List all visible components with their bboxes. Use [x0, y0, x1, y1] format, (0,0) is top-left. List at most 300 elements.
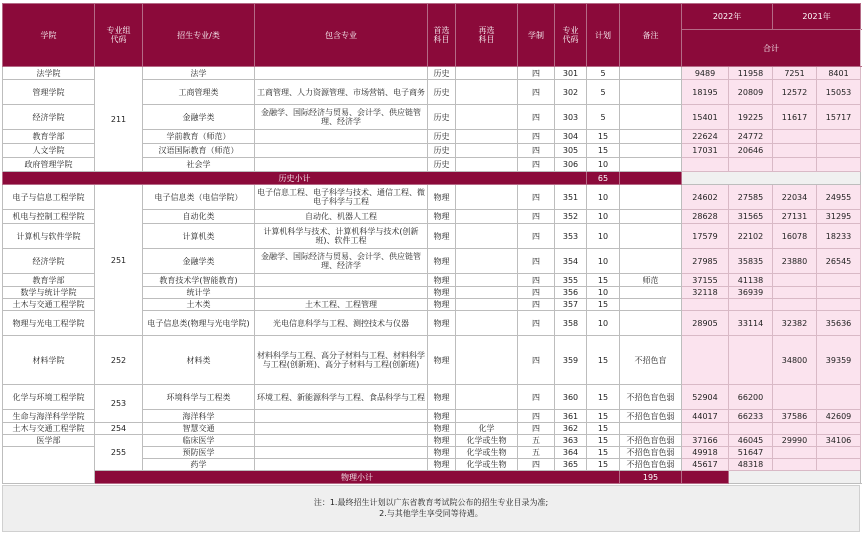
plan-cell: 10 — [587, 158, 620, 172]
subtotal-empty — [682, 172, 861, 185]
plan-cell: 15 — [587, 336, 620, 385]
included-majors-cell — [255, 447, 428, 459]
table-row — [3, 385, 861, 410]
duration-cell: 四 — [518, 80, 555, 105]
college-cell: 计算机与软件学院 — [3, 224, 95, 249]
second-subject-cell — [456, 249, 518, 274]
second-subject-cell: 化学或生物 — [456, 459, 518, 471]
avg-rank-2022: 9489 — [682, 67, 729, 80]
min-rank-2021 — [817, 158, 861, 172]
first-subject-cell: 物理 — [428, 423, 456, 435]
major-code-cell: 353 — [555, 224, 587, 249]
min-rank-2022 — [729, 336, 773, 385]
avg-rank-2022: 49918 — [682, 447, 729, 459]
duration-cell: 四 — [518, 67, 555, 80]
remark-cell: 不招色盲色弱 — [620, 385, 682, 410]
avg-rank-2021: 12572 — [773, 80, 817, 105]
duration-cell: 四 — [518, 287, 555, 299]
second-subject-cell: 化学或生物 — [456, 447, 518, 459]
group-code-cell: 252 — [95, 336, 143, 385]
avg-rank-2021: 22034 — [773, 185, 817, 210]
included-majors-cell — [255, 274, 428, 287]
avg-rank-2022: 24602 — [682, 185, 729, 210]
first-subject-cell: 历史 — [428, 80, 456, 105]
min-rank-2021: 31295 — [817, 210, 861, 224]
first-subject-cell: 物理 — [428, 249, 456, 274]
major-cell: 材料类 — [143, 336, 255, 385]
included-majors-cell — [255, 423, 428, 435]
group-code-cell: 251 — [95, 185, 143, 336]
major-code-cell: 302 — [555, 80, 587, 105]
min-rank-2022: 22102 — [729, 224, 773, 249]
header-college: 学院 — [3, 4, 95, 67]
remark-cell — [620, 144, 682, 158]
major-cell: 环境科学与工程类 — [143, 385, 255, 410]
min-rank-2022: 31565 — [729, 210, 773, 224]
remark-cell: 不招色盲色弱 — [620, 410, 682, 423]
major-cell: 汉语国际教育（师范） — [143, 144, 255, 158]
first-subject-cell: 物理 — [428, 287, 456, 299]
table-row — [3, 185, 861, 210]
avg-rank-2022: 17579 — [682, 224, 729, 249]
avg-rank-2021 — [773, 385, 817, 410]
min-rank-2021 — [817, 423, 861, 435]
included-majors-cell: 金融学、国际经济与贸易、会计学、供应链管理、经济学 — [255, 105, 428, 130]
min-rank-2021 — [817, 299, 861, 311]
first-subject-cell: 历史 — [428, 67, 456, 80]
second-subject-cell — [456, 67, 518, 80]
plan-cell: 10 — [587, 287, 620, 299]
group-code-cell: 254 — [95, 423, 143, 435]
major-code-cell: 357 — [555, 299, 587, 311]
college-cell: 土木与交通工程学院 — [3, 423, 95, 435]
first-subject-cell: 物理 — [428, 410, 456, 423]
college-cell: 材料学院 — [3, 336, 95, 385]
duration-cell: 五 — [518, 435, 555, 447]
college-cell: 经济学院 — [3, 105, 95, 130]
min-rank-2021 — [817, 287, 861, 299]
subtotal-remark — [682, 471, 729, 484]
major-code-cell: 365 — [555, 459, 587, 471]
first-subject-cell: 历史 — [428, 105, 456, 130]
college-cell: 政府管理学院 — [3, 158, 95, 172]
remark-cell — [620, 105, 682, 130]
second-subject-cell — [456, 287, 518, 299]
remark-cell — [620, 423, 682, 435]
duration-cell: 四 — [518, 274, 555, 287]
min-rank-2022: 11958 — [729, 67, 773, 80]
avg-rank-2021 — [773, 274, 817, 287]
footnote-line-2: 2.与其他学生享受同等待遇。 — [379, 509, 483, 518]
plan-cell: 15 — [587, 410, 620, 423]
college-cell: 机电与控制工程学院 — [3, 210, 95, 224]
plan-cell: 10 — [587, 311, 620, 336]
major-code-cell: 354 — [555, 249, 587, 274]
subtotal-plan: 65 — [587, 172, 620, 185]
avg-rank-2021 — [773, 459, 817, 471]
included-majors-cell: 计算机科学与技术、计算机科学与技术(创新班)、软件工程 — [255, 224, 428, 249]
major-cell: 金融学类 — [143, 105, 255, 130]
included-majors-cell — [255, 130, 428, 144]
major-cell: 电子信息类(物理与光电学院) — [143, 311, 255, 336]
major-code-cell: 363 — [555, 435, 587, 447]
header-second-subject: 再选 科目 — [456, 4, 518, 67]
avg-rank-2022 — [682, 423, 729, 435]
duration-cell: 四 — [518, 410, 555, 423]
major-code-cell: 360 — [555, 385, 587, 410]
min-rank-2021: 42609 — [817, 410, 861, 423]
second-subject-cell: 化学或生物 — [456, 435, 518, 447]
min-rank-2022: 66200 — [729, 385, 773, 410]
min-rank-2022: 48318 — [729, 459, 773, 471]
first-subject-cell: 物理 — [428, 224, 456, 249]
remark-cell: 不招色盲色弱 — [620, 447, 682, 459]
remark-cell — [620, 158, 682, 172]
duration-cell: 四 — [518, 336, 555, 385]
remark-cell — [620, 210, 682, 224]
avg-rank-2021: 7251 — [773, 67, 817, 80]
group-code-cell: 253 — [95, 385, 143, 423]
remark-cell — [620, 67, 682, 80]
remark-cell: 不招色盲色弱 — [620, 435, 682, 447]
major-code-cell: 306 — [555, 158, 587, 172]
min-rank-2022: 35835 — [729, 249, 773, 274]
min-rank-2022: 20809 — [729, 80, 773, 105]
plan-cell: 15 — [587, 435, 620, 447]
subtotal-empty — [729, 471, 861, 484]
first-subject-cell: 物理 — [428, 299, 456, 311]
plan-cell: 5 — [587, 80, 620, 105]
second-subject-cell — [456, 410, 518, 423]
major-cell: 临床医学 — [143, 435, 255, 447]
avg-rank-2021 — [773, 423, 817, 435]
major-cell: 海洋科学 — [143, 410, 255, 423]
major-cell: 学前教育（师范） — [143, 130, 255, 144]
plan-cell: 15 — [587, 447, 620, 459]
major-code-cell: 305 — [555, 144, 587, 158]
major-code-cell: 303 — [555, 105, 587, 130]
included-majors-cell — [255, 459, 428, 471]
avg-rank-2022: 22624 — [682, 130, 729, 144]
college-cell: 土木与交通工程学院 — [3, 299, 95, 311]
major-cell: 药学 — [143, 459, 255, 471]
avg-rank-2022: 44017 — [682, 410, 729, 423]
first-subject-cell: 历史 — [428, 130, 456, 144]
major-code-cell: 351 — [555, 185, 587, 210]
avg-rank-2022 — [682, 158, 729, 172]
remark-cell — [620, 80, 682, 105]
major-cell: 预防医学 — [143, 447, 255, 459]
avg-rank-2021 — [773, 158, 817, 172]
avg-rank-2021: 37586 — [773, 410, 817, 423]
first-subject-cell: 物理 — [428, 336, 456, 385]
remark-cell: 不招色盲色弱 — [620, 459, 682, 471]
plan-cell: 15 — [587, 459, 620, 471]
plan-cell: 5 — [587, 105, 620, 130]
duration-cell: 四 — [518, 459, 555, 471]
min-rank-2021: 8401 — [817, 67, 861, 80]
duration-cell: 四 — [518, 385, 555, 410]
table-row — [3, 336, 861, 385]
min-rank-2021 — [817, 144, 861, 158]
min-rank-2022: 27585 — [729, 185, 773, 210]
major-cell: 电子信息类（电信学院） — [143, 185, 255, 210]
included-majors-cell: 工商管理、人力资源管理、市场营销、电子商务 — [255, 80, 428, 105]
duration-cell: 四 — [518, 105, 555, 130]
avg-rank-2021: 23880 — [773, 249, 817, 274]
remark-cell — [620, 130, 682, 144]
plan-cell: 5 — [587, 67, 620, 80]
plan-cell: 10 — [587, 249, 620, 274]
duration-cell: 五 — [518, 447, 555, 459]
header-year-2022: 2022年 — [682, 4, 773, 30]
included-majors-cell: 金融学、国际经济与贸易、会计学、供应链管理、经济学 — [255, 249, 428, 274]
admission-table-container — [2, 3, 860, 484]
avg-rank-2021: 34800 — [773, 336, 817, 385]
major-cell: 法学 — [143, 67, 255, 80]
subtotal-plan: 195 — [620, 471, 682, 484]
min-rank-2022 — [729, 158, 773, 172]
avg-rank-2022: 18195 — [682, 80, 729, 105]
min-rank-2021 — [817, 459, 861, 471]
header-first-subject: 首选 科目 — [428, 4, 456, 67]
major-cell: 教育技术学(智能教育) — [143, 274, 255, 287]
plan-cell: 15 — [587, 299, 620, 311]
header-remark: 备注 — [620, 4, 682, 67]
second-subject-cell — [456, 158, 518, 172]
table-row — [3, 67, 861, 80]
first-subject-cell: 物理 — [428, 210, 456, 224]
admission-plan-table — [2, 3, 861, 484]
plan-cell: 15 — [587, 130, 620, 144]
min-rank-2022: 36939 — [729, 287, 773, 299]
second-subject-cell — [456, 299, 518, 311]
included-majors-cell: 土木工程、工程管理 — [255, 299, 428, 311]
avg-rank-2021 — [773, 299, 817, 311]
major-cell: 统计学 — [143, 287, 255, 299]
college-cell: 经济学院 — [3, 249, 95, 274]
avg-rank-2022: 28628 — [682, 210, 729, 224]
min-rank-2021 — [817, 274, 861, 287]
major-code-cell: 355 — [555, 274, 587, 287]
first-subject-cell: 历史 — [428, 158, 456, 172]
college-cell: 教育学部 — [3, 274, 95, 287]
duration-cell: 四 — [518, 249, 555, 274]
major-cell: 智慧交通 — [143, 423, 255, 435]
duration-cell: 四 — [518, 224, 555, 249]
table-row — [3, 423, 861, 435]
subtotal-label: 历史小计 — [3, 172, 587, 185]
second-subject-cell — [456, 185, 518, 210]
second-subject-cell — [456, 274, 518, 287]
included-majors-cell — [255, 144, 428, 158]
remark-cell — [620, 249, 682, 274]
first-subject-cell: 物理 — [428, 385, 456, 410]
college-cell: 教育学部 — [3, 130, 95, 144]
second-subject-cell: 化学 — [456, 423, 518, 435]
remark-cell — [620, 311, 682, 336]
min-rank-2022: 19225 — [729, 105, 773, 130]
major-code-cell: 301 — [555, 67, 587, 80]
min-rank-2022: 41138 — [729, 274, 773, 287]
avg-rank-2022: 17031 — [682, 144, 729, 158]
avg-rank-2021: 32382 — [773, 311, 817, 336]
table-body — [3, 4, 861, 484]
min-rank-2022: 24772 — [729, 130, 773, 144]
avg-rank-2021: 29990 — [773, 435, 817, 447]
first-subject-cell: 物理 — [428, 459, 456, 471]
min-rank-2021 — [817, 385, 861, 410]
included-majors-cell — [255, 287, 428, 299]
total-label: 合计 — [682, 30, 861, 67]
included-majors-cell — [255, 410, 428, 423]
min-rank-2022: 46045 — [729, 435, 773, 447]
header-included-majors: 包含专业 — [255, 4, 428, 67]
college-cell: 数学与统计学院 — [3, 287, 95, 299]
remark-cell — [620, 287, 682, 299]
plan-cell: 10 — [587, 185, 620, 210]
included-majors-cell: 环境工程、新能源科学与工程、食品科学与工程 — [255, 385, 428, 410]
header-year-2021: 2021年 — [773, 4, 861, 30]
duration-cell: 四 — [518, 210, 555, 224]
college-cell: 医学部 — [3, 435, 95, 447]
min-rank-2021: 35636 — [817, 311, 861, 336]
subtotal-label: 物理小计 — [95, 471, 620, 484]
major-code-cell: 358 — [555, 311, 587, 336]
min-rank-2021: 15717 — [817, 105, 861, 130]
subtotal-row — [3, 471, 861, 484]
plan-cell: 10 — [587, 224, 620, 249]
plan-cell: 15 — [587, 385, 620, 410]
min-rank-2021: 18233 — [817, 224, 861, 249]
avg-rank-2022: 27985 — [682, 249, 729, 274]
second-subject-cell — [456, 80, 518, 105]
avg-rank-2022: 28905 — [682, 311, 729, 336]
avg-rank-2022: 37166 — [682, 435, 729, 447]
avg-rank-2022: 32118 — [682, 287, 729, 299]
second-subject-cell — [456, 224, 518, 249]
major-cell: 自动化类 — [143, 210, 255, 224]
college-cell: 人文学院 — [3, 144, 95, 158]
included-majors-cell — [255, 435, 428, 447]
major-cell: 土木类 — [143, 299, 255, 311]
min-rank-2022 — [729, 423, 773, 435]
included-majors-cell — [255, 67, 428, 80]
major-code-cell: 356 — [555, 287, 587, 299]
first-subject-cell: 物理 — [428, 185, 456, 210]
avg-rank-2021: 11617 — [773, 105, 817, 130]
included-majors-cell: 材料科学与工程、高分子材料与工程、材料科学与工程(创新班)、高分子材料与工程(创新班) — [255, 336, 428, 385]
college-cell — [3, 447, 95, 484]
first-subject-cell: 历史 — [428, 144, 456, 158]
second-subject-cell — [456, 311, 518, 336]
second-subject-cell — [456, 130, 518, 144]
major-cell: 工商管理类 — [143, 80, 255, 105]
min-rank-2021: 24955 — [817, 185, 861, 210]
min-rank-2021: 34106 — [817, 435, 861, 447]
min-rank-2021: 26545 — [817, 249, 861, 274]
header-major-code: 专业 代码 — [555, 4, 587, 67]
group-code-cell: 255 — [95, 435, 143, 471]
avg-rank-2022 — [682, 336, 729, 385]
remark-cell: 师范 — [620, 274, 682, 287]
major-code-cell: 364 — [555, 447, 587, 459]
major-cell: 社会学 — [143, 158, 255, 172]
first-subject-cell: 物理 — [428, 274, 456, 287]
avg-rank-2021 — [773, 447, 817, 459]
avg-rank-2021 — [773, 287, 817, 299]
included-majors-cell: 电子信息工程、电子科学与技术、通信工程、微电子科学与工程 — [255, 185, 428, 210]
major-code-cell: 362 — [555, 423, 587, 435]
major-cell: 金融学类 — [143, 249, 255, 274]
header-major-category: 招生专业/类 — [143, 4, 255, 67]
avg-rank-2021: 16078 — [773, 224, 817, 249]
min-rank-2021: 15053 — [817, 80, 861, 105]
avg-rank-2022: 37155 — [682, 274, 729, 287]
header-plan: 计划 — [587, 4, 620, 67]
min-rank-2022: 66233 — [729, 410, 773, 423]
duration-cell: 四 — [518, 423, 555, 435]
college-cell: 化学与环境工程学院 — [3, 385, 95, 410]
avg-rank-2022: 45617 — [682, 459, 729, 471]
included-majors-cell — [255, 158, 428, 172]
min-rank-2022 — [729, 299, 773, 311]
second-subject-cell — [456, 105, 518, 130]
plan-cell: 15 — [587, 274, 620, 287]
first-subject-cell: 物理 — [428, 447, 456, 459]
college-cell: 电子与信息工程学院 — [3, 185, 95, 210]
college-cell: 法学院 — [3, 67, 95, 80]
remark-cell: 不招色盲 — [620, 336, 682, 385]
remark-cell — [620, 224, 682, 249]
college-cell: 管理学院 — [3, 80, 95, 105]
avg-rank-2021 — [773, 130, 817, 144]
min-rank-2022: 51647 — [729, 447, 773, 459]
second-subject-cell — [456, 210, 518, 224]
major-code-cell: 304 — [555, 130, 587, 144]
second-subject-cell — [456, 385, 518, 410]
included-majors-cell: 自动化、机器人工程 — [255, 210, 428, 224]
college-cell: 物理与光电工程学院 — [3, 311, 95, 336]
duration-cell: 四 — [518, 144, 555, 158]
header-duration: 学制 — [518, 4, 555, 67]
duration-cell: 四 — [518, 299, 555, 311]
avg-rank-2021: 27131 — [773, 210, 817, 224]
avg-rank-2021 — [773, 144, 817, 158]
second-subject-cell — [456, 144, 518, 158]
avg-rank-2022: 52904 — [682, 385, 729, 410]
included-majors-cell: 光电信息科学与工程、测控技术与仪器 — [255, 311, 428, 336]
duration-cell: 四 — [518, 185, 555, 210]
duration-cell: 四 — [518, 311, 555, 336]
duration-cell: 四 — [518, 158, 555, 172]
first-subject-cell: 物理 — [428, 435, 456, 447]
footnote-line-1: 注：1.最终招生计划以广东省教育考试院公布的招生专业目录为准; — [313, 498, 549, 507]
second-subject-cell — [456, 336, 518, 385]
college-cell: 生命与海洋科学学院 — [3, 410, 95, 423]
header-group-code: 专业组 代码 — [95, 4, 143, 67]
avg-rank-2022 — [682, 299, 729, 311]
plan-cell: 15 — [587, 423, 620, 435]
subtotal-row — [3, 172, 861, 185]
major-code-cell: 352 — [555, 210, 587, 224]
min-rank-2021: 39359 — [817, 336, 861, 385]
table-row — [3, 435, 861, 447]
min-rank-2021 — [817, 130, 861, 144]
remark-cell — [620, 299, 682, 311]
min-rank-2022: 20646 — [729, 144, 773, 158]
plan-cell: 15 — [587, 144, 620, 158]
